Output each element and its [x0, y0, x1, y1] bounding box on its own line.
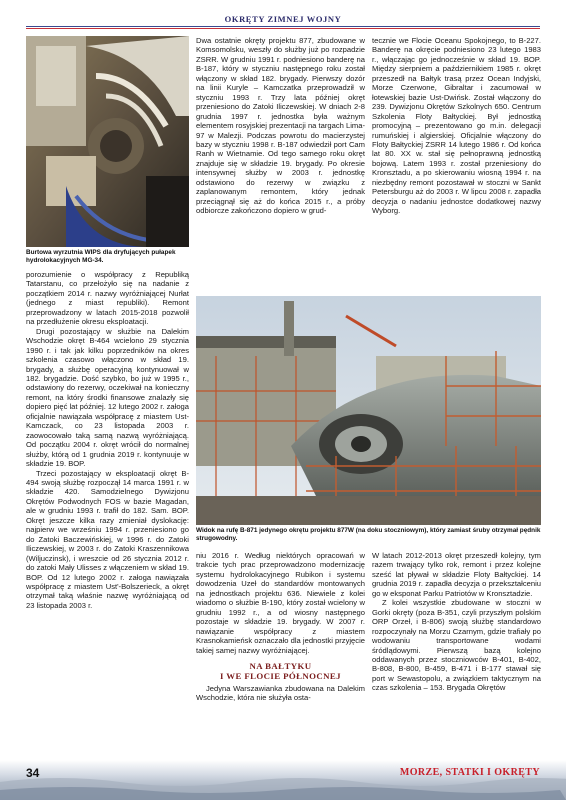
caption-wips-launcher: Burtowa wyrzutnia WIPS dla dryfujących pułapek hydrolokacyjnych MG-34. — [26, 249, 176, 264]
column-bottom-center — [196, 551, 365, 703]
caption-b871-drydock: Widok na rufę B-871 jedynego okrętu projektu 877W (na doku stoczniowym), który zamiast śruby otrzymał pędnik strugowodny. — [196, 527, 541, 542]
footer-band — [0, 760, 566, 800]
column-left — [26, 270, 189, 610]
magazine-brand: MORZE, STATKI I OKRĘTY — [399, 767, 540, 778]
paragraph: Trzeci pozostający w eksploatacji okręt B-494 swoją służbę rozpoczął 14 marca 1991 r. w składzie 420. Samodzielnego Dywizjonu Okrętów Podwodnych FOS w bazie Magadan, ale w grudniu 1993 r. trafił do 182. Sam. BOP. Okręt jeszcze kilka razy zmieniał dyslokację: najpierw we wrześniu 1994 r. przeniesiono go do Zatoki Baczewińskiej, w 1996 r. do Zatoki Iliczewskiej, w 2003 r. do Zatoki Kraszennikowa (Wiljuczinsk), i wreszcie od 26 stycznia 2012 r. do zatoki Mały Ulisses z włączeniem w skład 19. BOP. Od 12 lutego 2002 r. załoga nawiązała współpracę z miastem Ust'-Bolszerieck, a okręt otrzymał taką właśnie nazwę wyróżniającą od 23 listopada 2003 r. — [26, 468, 189, 610]
column-bottom-right — [372, 551, 541, 693]
paragraph: niu 2016 r. Według niektórych opracowań w trakcie tych prac przeprowadzono modernizację systemu hydrolokacyjnego Rubikon i systemu dowodzenia Uzeł do standardów montowanych na jednostkach projektu 636. Niewiele z kolei wiadomo o służbie B-190, który został wcielony w grudniu 1992 r., a od wiosny następnego pozostaje w składzie 19. brygady. W 2007 r. nawiązanie współpracy z miastem Krasnokamieńsk oznaczało dla jednostki przyjęcie takiej samej nazwy wyróżniającej. — [196, 551, 365, 655]
photo-wips-launcher-image — [26, 36, 189, 247]
paragraph: Z kolei wszystkie zbudowane w stoczni w Gorki okręty (poza B-351, czyli przyszłym polskim ORP Orzeł, i B-806) swoją służbę standardowo rozpoczynały na Morzu Czarnym, gdzie trafiały po wodowaniu transportowane wodami śródlądowymi. Pierwszą bazą kolejno oddawanych przez stoczniowców B-401, B-402, B-808, B-800, B-459, B-471 i B-177 stawał się port w Sewastopolu, a związkiem taktycznym na czas szkolenia – 153. Brygada Okrętów — [372, 598, 541, 693]
section-heading-line1: NA BAŁTYKU — [249, 660, 312, 671]
paragraph: Drugi pozostający w służbie na Dalekim Wschodzie okręt B-464 wcielono 29 stycznia 1990 r. i tak jak kilku poprzedników na okres szkolenia czasowo włączono w skład 19. brygady, a służbę operacyjną kontynuował w 182. brygadzie. Dość szybko, bo już w 1995 r., odstawiony do rezerwy, oczekiwał na konieczny remont, na który środki finansowe znalazły się dopiero pięć lat później. 12 lutego 2002 r. załoga oficjalnie nawiązała współpracę z miastem Ust-Kamczack, co 23 listopada 2003 r. zaowocowało taką samą nazwą wyróżniającą. Od początku 2004 r. okręt wrócił do normalnej służby, którą od 1 grudnia 2019 r. kontynuuje w składzie 19. BOP. — [26, 326, 189, 469]
paragraph: W latach 2012-2013 okręt przeszedł kolejny, tym razem trwający tylko rok, remont i przez kolejne sześć lat pływał w składzie Floty Bałtyckiej. 14 grudnia 2019 r. zapadła decyzja o przekształceniu go w eksponat Parku Patriotów w Kronsztadzie. — [372, 551, 541, 598]
section-heading-line2: I WE FLOCIE PÓŁNOCNEJ — [220, 670, 341, 681]
footer-wave-graphic — [0, 760, 566, 800]
photo-wips-launcher — [26, 36, 189, 247]
header-rule — [26, 26, 540, 27]
column-top-center — [196, 36, 365, 216]
column-top-right — [372, 36, 541, 216]
paragraph: Dwa ostatnie okręty projektu 877, zbudowane w Komsomolsku, weszły do służby już po rozpadzie ZSRR. W grudniu 1991 r. podniesiono banderę na B-187, który w styczniu następnego roku został włączony w skład 182. brygady. Pierwszy dozór na linii Kuryle – Kamczatka przeprowadził w styczniu 1993 r. Trzy lata później okręt przeniesiono do Zatoki Iliczewskiej. W dniach 2-8 grudnia 1997 r. jednostka była ważnym elementem rosyjskiej prezentacji na targach Lima-97 w Malezji. Podczas powrotu do macierzystej bazy w styczniu 1998 r. B-187 odwiedził port Cam Ranh w Wietnamie. Od tego samego roku okręt znajduje się w składzie 19. brygady. Po okresie intensywnej służby w 2003 r. jednostkę odstawiono do rezerwy w związku z zaplanowanym remontem, który jednak przeciągnął się aż do końca 2015 r., a próby odbiorcze zakończono dopiero w grud- — [196, 36, 365, 216]
paragraph: porozumienie o współpracy z Republiką Tatarstanu, co przełożyło się na nadanie z początkiem 2014 r. nazwy wyróżniającej Nurłat (jednego z miast republiki). Remont przeprowadzony w latach 2015-2018 pozwolił na przedłużenie okresu eksploatacji. — [26, 270, 189, 327]
paragraph: tecznie we Flocie Oceanu Spokojnego, to B-227. Banderę na okręcie podniesiono 23 lutego 1983 r., włączając go jednocześnie w skład 19. BOP. Między sierpniem a październikiem 1985 r. okręt przeszedł na Bałtyk trasą przez Ocean Indyjski, Morze Czerwone, Gibraltar i zacumował w łotewskiej bazie Ust-Dwińsk. Został włączony do 239. Dywizjonu Okrętów Szkolnych 650. Centrum Szkolenia Floty Bałtyckiej. Był jednostką promocyjną – prezentowano go m.in. delegacji rumuńskiej i algierskiej. Oficjalnie włączony do Floty Bałtyckiej ZSRR 14 lutego 1986 r. Od końca lat 80. XX w. stał się pełnoprawną jednostką bojową. Latem 1993 r. został przeniesiony do Kronsztadu, a po skierowaniu wiosną 1994 r. na niezbędny remont pozostawał w stoczni w Sankt Petersburgu aż do 2003 r. W lipcu 2008 r. zapadła decyzja o nadaniu jednostce dodatkowej nazwy Wyborg. — [372, 36, 541, 216]
section-heading — [196, 661, 365, 681]
photo-b871-drydock-image — [196, 296, 541, 525]
page-number: 34 — [26, 766, 40, 780]
photo-b871-drydock — [196, 296, 541, 525]
paragraph: Jedyna Warszawianka zbudowana na Dalekim Wschodzie, która nie służyła osta- — [196, 683, 365, 703]
header-rule-accent — [26, 28, 540, 29]
running-header-title: OKRĘTY ZIMNEJ WOJNY — [224, 14, 342, 24]
